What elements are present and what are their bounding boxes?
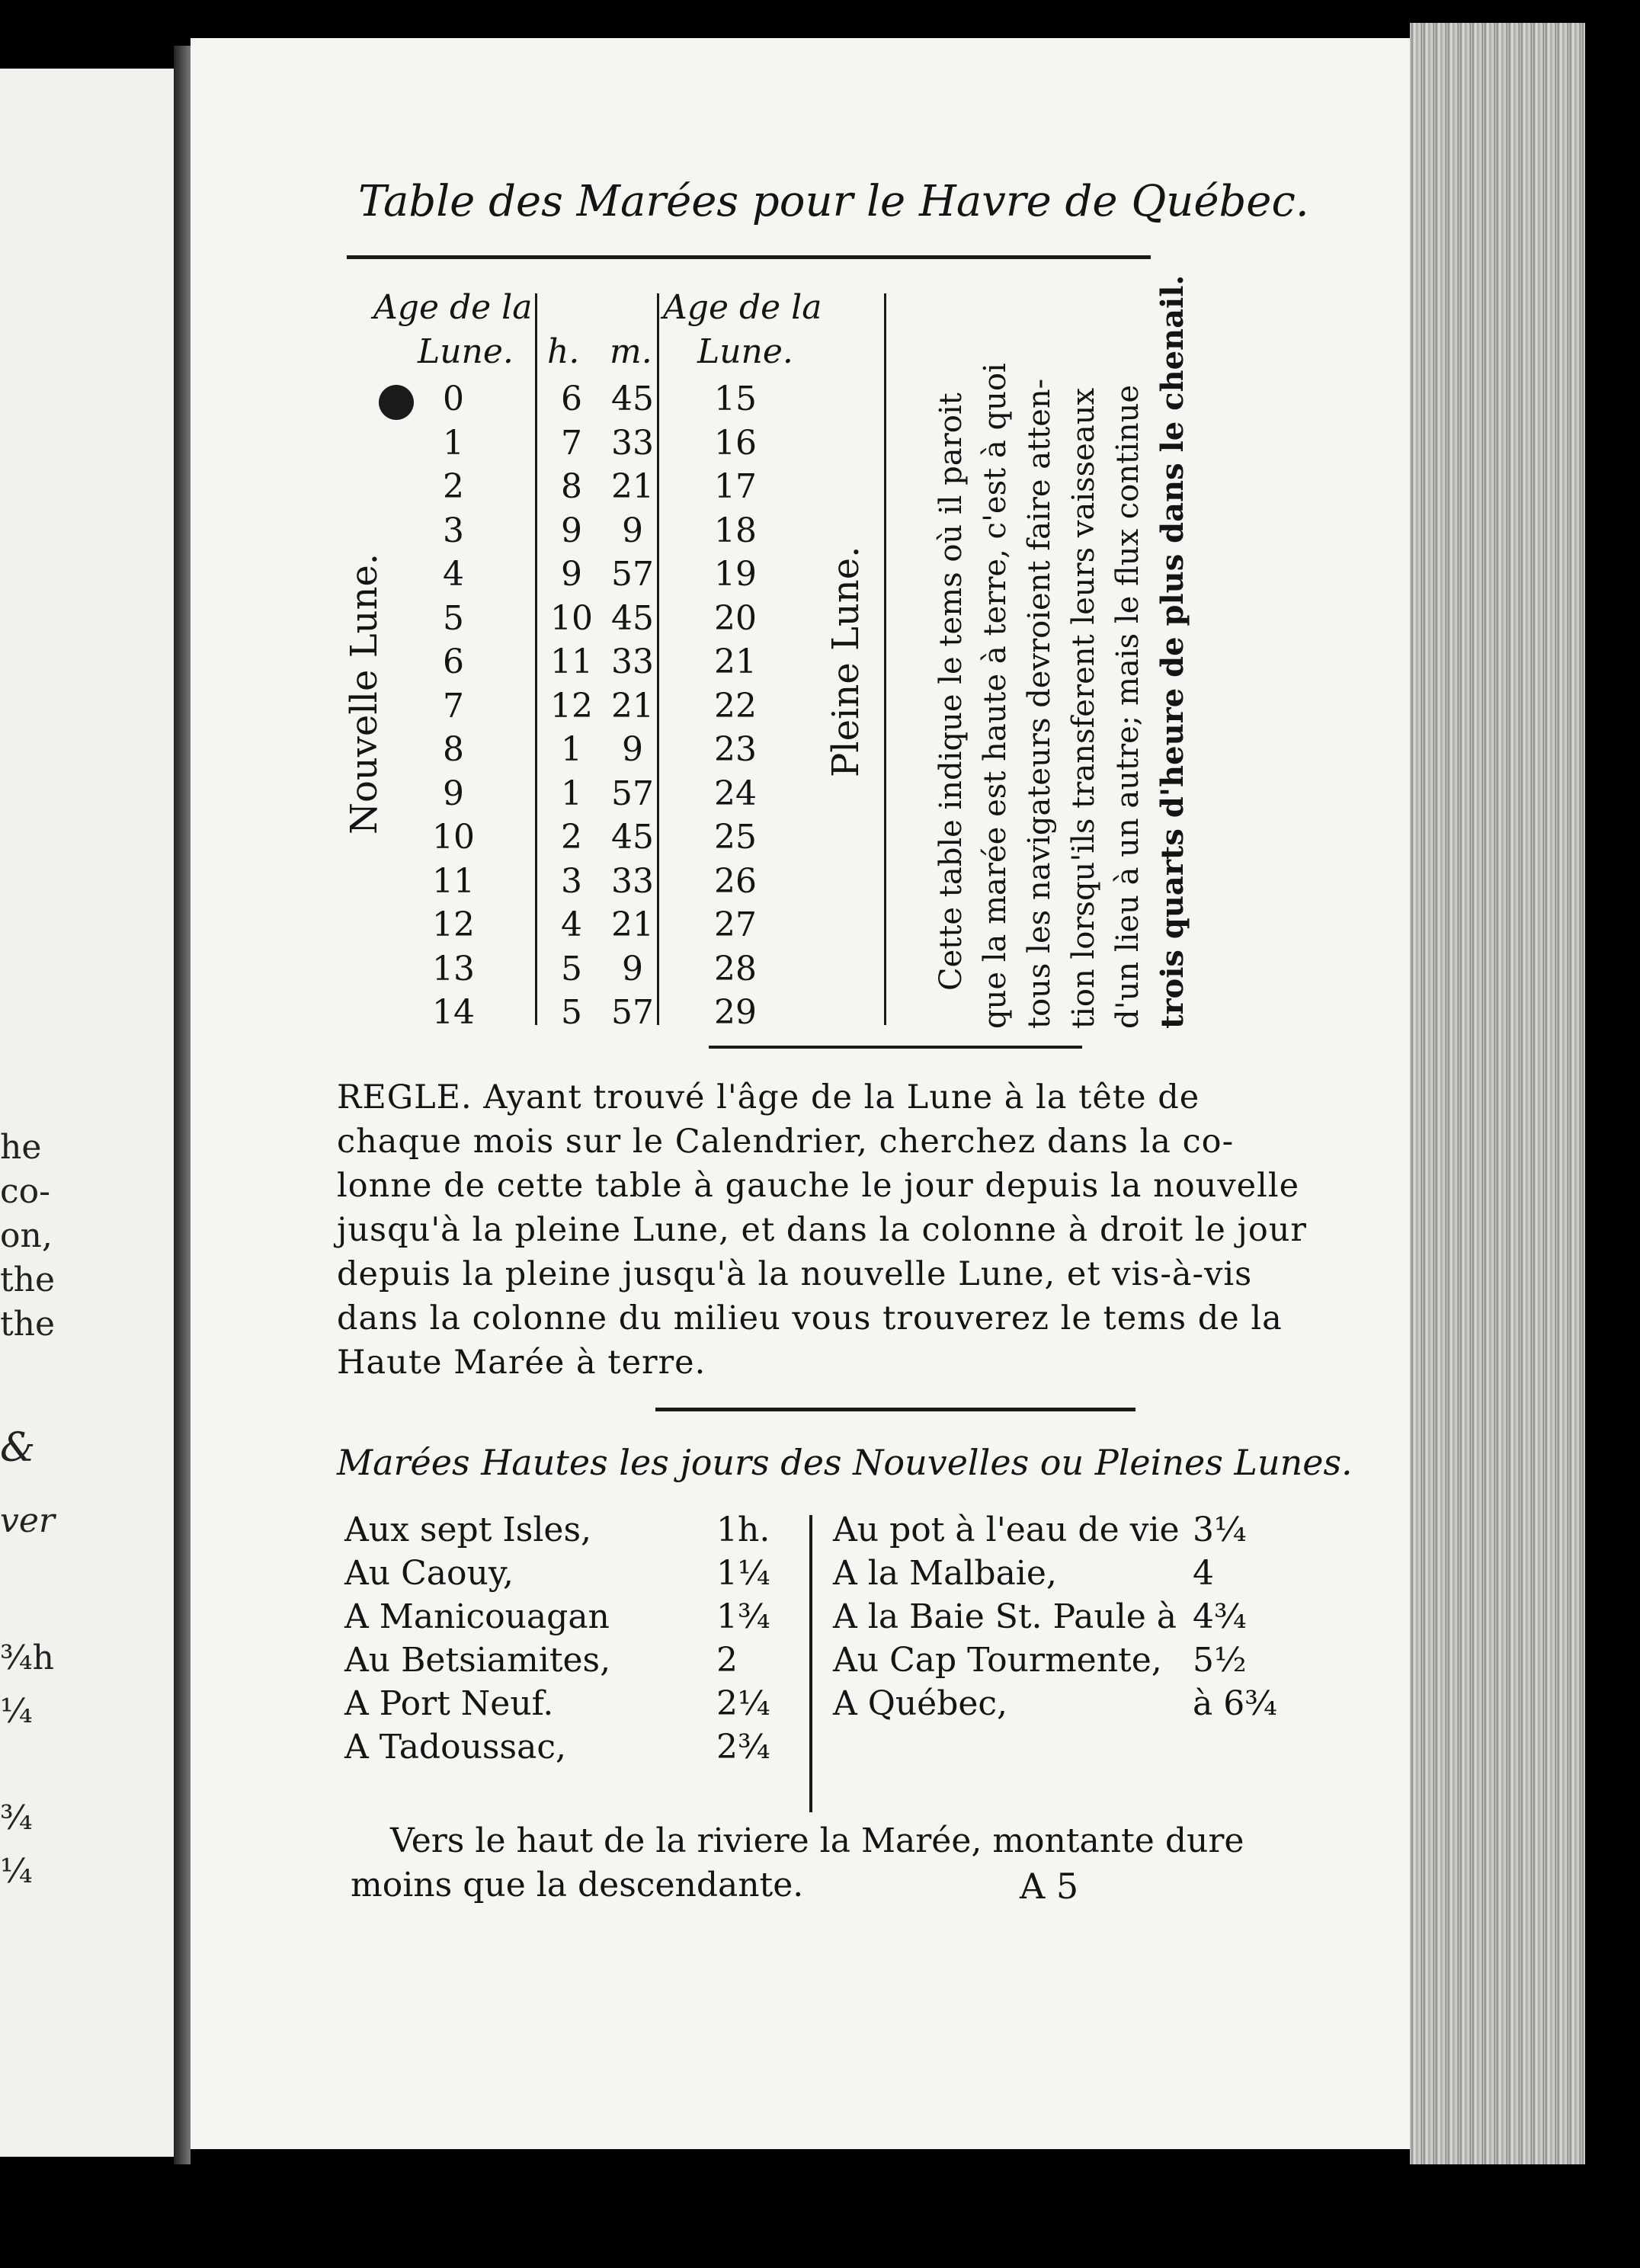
note-line: tous les navigateurs devroient faire atten-: [1022, 378, 1057, 1029]
rule-paragraph-line: chaque mois sur le Calendrier, cherchez dans la co-: [337, 1123, 1235, 1161]
hours-cell: 9: [561, 511, 582, 550]
full-age-cell: 15: [714, 380, 757, 418]
facing-text: &: [0, 1425, 36, 1471]
rule-paragraph-line: jusqu'à la pleine Lune, et dans la colonne à droit le jour: [337, 1211, 1307, 1249]
new-age-cell: 7: [443, 686, 464, 726]
full-age-cell: 22: [714, 686, 757, 726]
hours-cell: 2: [561, 818, 582, 857]
facing-text: ¾: [0, 1799, 33, 1837]
facing-text: ¾h: [0, 1639, 54, 1677]
full-age-cell: 27: [714, 905, 757, 944]
minutes-cell: 9: [622, 730, 643, 769]
left-age-header: Age de la: [373, 288, 533, 327]
minutes-cell: 33: [611, 861, 654, 901]
page-title: Table des Marées pour le Havre de Québec.: [358, 177, 1309, 226]
ports-column-rule: [809, 1515, 812, 1812]
rule-paragraph-line: depuis la pleine jusqu'à la nouvelle Lune, et vis-à-vis: [337, 1255, 1253, 1293]
full-age-cell: 29: [714, 993, 757, 1032]
new-age-cell: 1: [443, 423, 464, 463]
facing-text: ¼: [0, 1852, 33, 1891]
rule-paragraph-line: lonne de cette table à gauche le jour depuis la nouvelle: [337, 1167, 1300, 1205]
full-age-cell: 16: [714, 423, 757, 463]
minutes-cell: 57: [611, 993, 654, 1032]
minutes-cell: 45: [611, 598, 654, 638]
new-age-cell: 12: [432, 905, 475, 944]
hours-cell: 11: [550, 642, 593, 681]
column-rule: [884, 293, 886, 1025]
full-age-cell: 19: [714, 555, 757, 594]
port-name: Au pot à l'eau de vie: [833, 1510, 1180, 1549]
minutes-cell: 21: [611, 905, 654, 944]
minutes-cell: 33: [611, 642, 654, 681]
hours-cell: 5: [561, 993, 582, 1032]
title-rule: [347, 255, 1151, 259]
facing-text: co-: [0, 1172, 50, 1211]
full-age-cell: 25: [714, 818, 757, 857]
port-name: A la Baie St. Paule à: [833, 1597, 1177, 1636]
new-age-cell: 2: [443, 467, 464, 506]
note-line: d'un lieu à un autre; mais le flux continue: [1110, 384, 1145, 1029]
minutes-cell: 21: [611, 686, 654, 726]
high-tides-title: Marées Hautes les jours des Nouvelles ou Pleines Lunes.: [337, 1442, 1353, 1483]
note-line: trois quarts d'heure de plus dans le chenail.: [1155, 274, 1190, 1029]
minutes-header: m.: [610, 332, 652, 371]
full-moon-label: Pleine Lune.: [825, 546, 867, 777]
facing-page: [0, 69, 174, 2157]
minutes-cell: 45: [611, 380, 654, 418]
port-time: 1¾: [716, 1597, 770, 1636]
page-edges: [1410, 23, 1585, 2164]
facing-text: the: [0, 1305, 56, 1344]
footer-line: Vers le haut de la riviere la Marée, montante dure: [390, 1821, 1244, 1860]
hours-cell: 1: [561, 730, 582, 769]
minutes-cell: 57: [611, 555, 654, 594]
right-age-header: Lune.: [697, 332, 793, 371]
full-age-cell: 21: [714, 642, 757, 681]
new-age-cell: 11: [432, 861, 475, 901]
full-age-cell: 17: [714, 467, 757, 506]
left-age-header: Lune.: [418, 332, 514, 371]
section-rule: [655, 1408, 1136, 1411]
rule-paragraph-line: dans la colonne du milieu vous trouverez le tems de la: [337, 1299, 1283, 1337]
port-time: 5½: [1193, 1641, 1247, 1680]
facing-text: ¼: [0, 1692, 33, 1731]
port-time: 1h.: [716, 1510, 770, 1549]
new-age-cell: 8: [443, 730, 464, 769]
new-age-cell: 6: [443, 642, 464, 681]
port-time: 2: [716, 1641, 738, 1680]
note-line: Cette table indique le tems où il paroit: [934, 392, 969, 991]
hours-cell: 5: [561, 949, 582, 988]
note-line: tion lorsqu'ils transferent leurs vaisseaux: [1066, 387, 1101, 1029]
port-name: A Tadoussac,: [344, 1728, 566, 1767]
table-bottom-rule: [709, 1046, 1082, 1049]
port-name: A Port Neuf.: [344, 1684, 554, 1723]
port-time: 3¼: [1193, 1510, 1247, 1549]
footer-line: moins que la descendante.: [351, 1866, 804, 1904]
port-name: Au Cap Tourmente,: [833, 1641, 1162, 1680]
port-time: à 6¾: [1193, 1684, 1277, 1723]
rule-paragraph-line: Haute Marée à terre.: [337, 1344, 706, 1382]
port-time: 4¾: [1193, 1597, 1247, 1636]
new-age-cell: 10: [432, 818, 475, 857]
minutes-cell: 9: [622, 511, 643, 550]
facing-text: ver: [0, 1501, 55, 1540]
facing-text: he: [0, 1128, 42, 1167]
minutes-cell: 9: [622, 949, 643, 988]
minutes-cell: 57: [611, 774, 654, 813]
new-age-cell: 14: [432, 993, 475, 1032]
hours-cell: 12: [550, 686, 593, 726]
new-age-cell: 3: [443, 511, 464, 550]
hours-cell: 1: [561, 774, 582, 813]
port-time: 1¼: [716, 1554, 770, 1593]
right-age-header: Age de la: [663, 288, 822, 327]
new-moon-label: Nouvelle Lune.: [343, 553, 386, 834]
new-age-cell: 13: [432, 949, 475, 988]
facing-text: on,: [0, 1216, 53, 1255]
minutes-cell: 45: [611, 818, 654, 857]
port-time: 2¾: [716, 1728, 770, 1767]
hours-header: h.: [547, 332, 580, 371]
port-name: A Québec,: [833, 1684, 1008, 1723]
note-line: que la marée est haute à terre, c'est à quoi: [978, 363, 1013, 1029]
port-name: A la Malbaie,: [833, 1554, 1057, 1593]
full-age-cell: 20: [714, 598, 757, 638]
hours-cell: 4: [561, 905, 582, 944]
minutes-cell: 33: [611, 423, 654, 463]
new-age-cell: 4: [443, 555, 464, 594]
port-time: 2¼: [716, 1684, 770, 1723]
facing-text: the: [0, 1261, 56, 1299]
full-age-cell: 24: [714, 774, 757, 813]
new-age-cell: 0: [443, 380, 464, 418]
rule-paragraph-line: REGLE. Ayant trouvé l'âge de la Lune à la tête de: [337, 1078, 1200, 1116]
full-age-cell: 18: [714, 511, 757, 550]
book-gutter: [174, 46, 191, 2164]
page-signature: A 5: [1020, 1866, 1079, 1907]
full-age-cell: 26: [714, 861, 757, 901]
hours-cell: 6: [561, 380, 582, 418]
port-name: Aux sept Isles,: [344, 1510, 592, 1549]
port-name: Au Caouy,: [344, 1554, 514, 1593]
hours-cell: 3: [561, 861, 582, 901]
port-name: A Manicouagan: [344, 1597, 610, 1636]
port-name: Au Betsiamites,: [344, 1641, 611, 1680]
full-age-cell: 28: [714, 949, 757, 988]
minutes-cell: 21: [611, 467, 654, 506]
hours-cell: 8: [561, 467, 582, 506]
hours-cell: 9: [561, 555, 582, 594]
port-time: 4: [1193, 1554, 1214, 1593]
new-age-cell: 5: [443, 598, 464, 638]
full-age-cell: 23: [714, 730, 757, 769]
new-age-cell: 9: [443, 774, 464, 813]
hours-cell: 7: [561, 423, 582, 463]
hours-cell: 10: [550, 598, 593, 638]
